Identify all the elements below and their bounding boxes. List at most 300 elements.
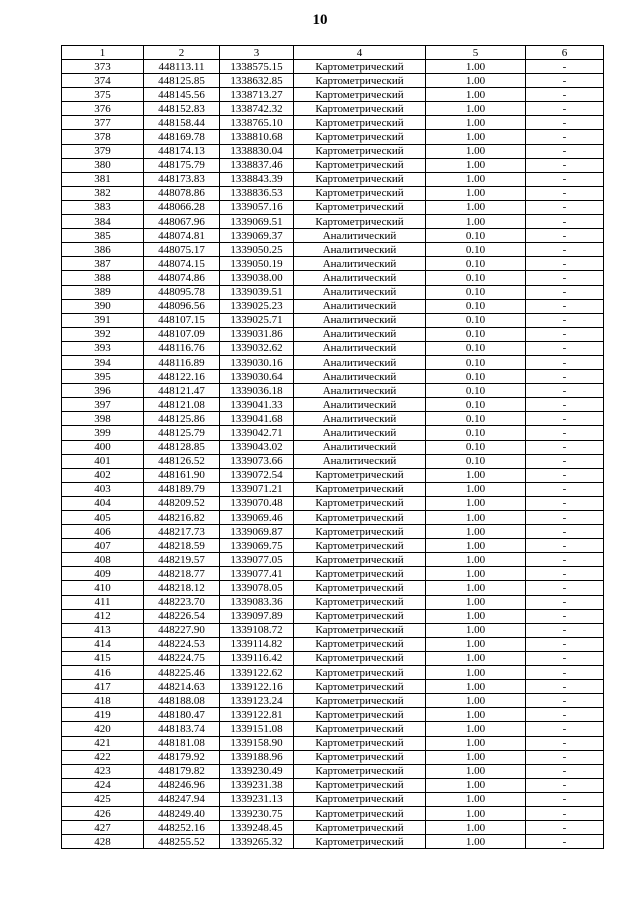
method-cell: Картометрический: [294, 821, 426, 835]
y-coordinate-cell: 1339031.86: [220, 327, 294, 341]
description-cell: -: [526, 384, 604, 398]
y-coordinate-cell: 1339230.49: [220, 764, 294, 778]
accuracy-cell: 1.00: [426, 496, 526, 510]
point-number-cell: 374: [62, 74, 144, 88]
method-cell: Картометрический: [294, 651, 426, 665]
x-coordinate-cell: 448188.08: [144, 694, 220, 708]
x-coordinate-cell: 448161.90: [144, 468, 220, 482]
table-row: [62, 102, 604, 116]
method-cell: Аналитический: [294, 229, 426, 243]
point-number-cell: 422: [62, 750, 144, 764]
accuracy-cell: 0.10: [426, 384, 526, 398]
point-number-cell: 403: [62, 482, 144, 496]
y-coordinate-cell: 1339050.19: [220, 257, 294, 271]
method-cell: Аналитический: [294, 271, 426, 285]
point-number-cell: 400: [62, 440, 144, 454]
description-cell: -: [526, 327, 604, 341]
accuracy-cell: 1.00: [426, 215, 526, 229]
y-coordinate-cell: 1339042.71: [220, 426, 294, 440]
description-cell: -: [526, 454, 604, 468]
description-cell: -: [526, 835, 604, 849]
table-row: [62, 553, 604, 567]
x-coordinate-cell: 448214.63: [144, 680, 220, 694]
y-coordinate-cell: 1339083.36: [220, 595, 294, 609]
table-row: [62, 440, 604, 454]
table-row: [62, 750, 604, 764]
y-coordinate-cell: 1339097.89: [220, 609, 294, 623]
accuracy-cell: 1.00: [426, 680, 526, 694]
accuracy-cell: 1.00: [426, 750, 526, 764]
description-cell: -: [526, 88, 604, 102]
y-coordinate-cell: 1339122.81: [220, 708, 294, 722]
method-cell: Картометрический: [294, 595, 426, 609]
x-coordinate-cell: 448183.74: [144, 722, 220, 736]
table-row: [62, 496, 604, 510]
column-header: 6: [526, 46, 604, 60]
x-coordinate-cell: 448126.52: [144, 454, 220, 468]
table-row: [62, 680, 604, 694]
table-row: [62, 637, 604, 651]
method-cell: Картометрический: [294, 60, 426, 74]
point-number-cell: 379: [62, 144, 144, 158]
method-cell: Картометрический: [294, 581, 426, 595]
accuracy-cell: 1.00: [426, 821, 526, 835]
accuracy-cell: 1.00: [426, 539, 526, 553]
method-cell: Картометрический: [294, 680, 426, 694]
column-header: 3: [220, 46, 294, 60]
accuracy-cell: 1.00: [426, 666, 526, 680]
table-row: [62, 595, 604, 609]
description-cell: -: [526, 172, 604, 186]
y-coordinate-cell: 1339070.48: [220, 496, 294, 510]
description-cell: -: [526, 229, 604, 243]
y-coordinate-cell: 1338632.85: [220, 74, 294, 88]
accuracy-cell: 1.00: [426, 482, 526, 496]
accuracy-cell: 1.00: [426, 511, 526, 525]
y-coordinate-cell: 1338742.32: [220, 102, 294, 116]
x-coordinate-cell: 448247.94: [144, 792, 220, 806]
accuracy-cell: 1.00: [426, 172, 526, 186]
x-coordinate-cell: 448246.96: [144, 778, 220, 792]
description-cell: -: [526, 398, 604, 412]
table-row: [62, 708, 604, 722]
x-coordinate-cell: 448181.08: [144, 736, 220, 750]
point-number-cell: 388: [62, 271, 144, 285]
table-row: [62, 313, 604, 327]
table-row: [62, 271, 604, 285]
method-cell: Аналитический: [294, 285, 426, 299]
method-cell: Картометрический: [294, 553, 426, 567]
description-cell: -: [526, 74, 604, 88]
description-cell: -: [526, 299, 604, 313]
table-row: [62, 426, 604, 440]
y-coordinate-cell: 1339069.87: [220, 525, 294, 539]
description-cell: -: [526, 158, 604, 172]
y-coordinate-cell: 1339188.96: [220, 750, 294, 764]
table-row: [62, 525, 604, 539]
table-row: [62, 144, 604, 158]
y-coordinate-cell: 1339025.71: [220, 313, 294, 327]
table-row: [62, 694, 604, 708]
description-cell: -: [526, 482, 604, 496]
y-coordinate-cell: 1339041.68: [220, 412, 294, 426]
description-cell: -: [526, 539, 604, 553]
point-number-cell: 380: [62, 158, 144, 172]
x-coordinate-cell: 448179.92: [144, 750, 220, 764]
accuracy-cell: 1.00: [426, 694, 526, 708]
point-number-cell: 384: [62, 215, 144, 229]
y-coordinate-cell: 1339069.75: [220, 539, 294, 553]
point-number-cell: 405: [62, 511, 144, 525]
point-number-cell: 376: [62, 102, 144, 116]
table-row: [62, 835, 604, 849]
method-cell: Аналитический: [294, 370, 426, 384]
accuracy-cell: 1.00: [426, 708, 526, 722]
point-number-cell: 382: [62, 186, 144, 200]
y-coordinate-cell: 1339230.75: [220, 806, 294, 820]
point-number-cell: 425: [62, 792, 144, 806]
method-cell: Картометрический: [294, 835, 426, 849]
accuracy-cell: 1.00: [426, 651, 526, 665]
accuracy-cell: 0.10: [426, 229, 526, 243]
description-cell: -: [526, 623, 604, 637]
method-cell: Картометрический: [294, 144, 426, 158]
description-cell: -: [526, 736, 604, 750]
description-cell: -: [526, 412, 604, 426]
description-cell: -: [526, 144, 604, 158]
x-coordinate-cell: 448066.28: [144, 200, 220, 214]
table-row: [62, 792, 604, 806]
point-number-cell: 409: [62, 567, 144, 581]
method-cell: Картометрический: [294, 806, 426, 820]
method-cell: Аналитический: [294, 426, 426, 440]
x-coordinate-cell: 448174.13: [144, 144, 220, 158]
y-coordinate-cell: 1338810.68: [220, 130, 294, 144]
point-number-cell: 398: [62, 412, 144, 426]
description-cell: -: [526, 313, 604, 327]
y-coordinate-cell: 1339072.54: [220, 468, 294, 482]
point-number-cell: 428: [62, 835, 144, 849]
x-coordinate-cell: 448074.86: [144, 271, 220, 285]
x-coordinate-cell: 448218.12: [144, 581, 220, 595]
x-coordinate-cell: 448169.78: [144, 130, 220, 144]
table-row: [62, 257, 604, 271]
table-row: [62, 539, 604, 553]
table-row: [62, 158, 604, 172]
method-cell: Аналитический: [294, 299, 426, 313]
method-cell: Картометрический: [294, 666, 426, 680]
description-cell: -: [526, 426, 604, 440]
y-coordinate-cell: 1338575.15: [220, 60, 294, 74]
y-coordinate-cell: 1339036.18: [220, 384, 294, 398]
table-row: [62, 736, 604, 750]
accuracy-cell: 1.00: [426, 102, 526, 116]
table-row: [62, 215, 604, 229]
description-cell: -: [526, 130, 604, 144]
table-row: [62, 327, 604, 341]
point-number-cell: 427: [62, 821, 144, 835]
y-coordinate-cell: 1339039.51: [220, 285, 294, 299]
x-coordinate-cell: 448128.85: [144, 440, 220, 454]
description-cell: -: [526, 243, 604, 257]
point-number-cell: 410: [62, 581, 144, 595]
accuracy-cell: 1.00: [426, 116, 526, 130]
x-coordinate-cell: 448075.17: [144, 243, 220, 257]
accuracy-cell: 0.10: [426, 285, 526, 299]
x-coordinate-cell: 448175.79: [144, 158, 220, 172]
accuracy-cell: 0.10: [426, 327, 526, 341]
description-cell: -: [526, 694, 604, 708]
table-row: [62, 355, 604, 369]
accuracy-cell: 0.10: [426, 341, 526, 355]
y-coordinate-cell: 1339032.62: [220, 341, 294, 355]
method-cell: Картометрический: [294, 158, 426, 172]
point-number-cell: 412: [62, 609, 144, 623]
y-coordinate-cell: 1339231.38: [220, 778, 294, 792]
table-row: [62, 384, 604, 398]
method-cell: Картометрический: [294, 215, 426, 229]
y-coordinate-cell: 1339038.00: [220, 271, 294, 285]
accuracy-cell: 0.10: [426, 454, 526, 468]
y-coordinate-cell: 1339069.51: [220, 215, 294, 229]
method-cell: Картометрический: [294, 722, 426, 736]
column-header: 1: [62, 46, 144, 60]
method-cell: Аналитический: [294, 398, 426, 412]
y-coordinate-cell: 1339077.41: [220, 567, 294, 581]
point-number-cell: 386: [62, 243, 144, 257]
table-row: [62, 623, 604, 637]
method-cell: Картометрический: [294, 623, 426, 637]
accuracy-cell: 1.00: [426, 722, 526, 736]
table-row: [62, 116, 604, 130]
point-number-cell: 418: [62, 694, 144, 708]
column-header: 2: [144, 46, 220, 60]
point-number-cell: 411: [62, 595, 144, 609]
point-number-cell: 420: [62, 722, 144, 736]
point-number-cell: 389: [62, 285, 144, 299]
x-coordinate-cell: 448217.73: [144, 525, 220, 539]
x-coordinate-cell: 448125.79: [144, 426, 220, 440]
x-coordinate-cell: 448152.83: [144, 102, 220, 116]
x-coordinate-cell: 448223.70: [144, 595, 220, 609]
point-number-cell: 419: [62, 708, 144, 722]
point-number-cell: 406: [62, 525, 144, 539]
table-row: [62, 651, 604, 665]
point-number-cell: 416: [62, 666, 144, 680]
table-row: [62, 764, 604, 778]
point-number-cell: 401: [62, 454, 144, 468]
point-number-cell: 407: [62, 539, 144, 553]
accuracy-cell: 1.00: [426, 88, 526, 102]
description-cell: -: [526, 355, 604, 369]
x-coordinate-cell: 448078.86: [144, 186, 220, 200]
accuracy-cell: 1.00: [426, 525, 526, 539]
method-cell: Картометрический: [294, 172, 426, 186]
page-number: 10: [312, 12, 328, 28]
description-cell: -: [526, 680, 604, 694]
accuracy-cell: 0.10: [426, 243, 526, 257]
point-number-cell: 397: [62, 398, 144, 412]
description-cell: -: [526, 666, 604, 680]
x-coordinate-cell: 448145.56: [144, 88, 220, 102]
accuracy-cell: 1.00: [426, 623, 526, 637]
table-row: [62, 398, 604, 412]
accuracy-cell: 1.00: [426, 835, 526, 849]
table-row: [62, 778, 604, 792]
method-cell: Аналитический: [294, 454, 426, 468]
x-coordinate-cell: 448216.82: [144, 511, 220, 525]
y-coordinate-cell: 1339073.66: [220, 454, 294, 468]
description-cell: -: [526, 468, 604, 482]
description-cell: -: [526, 651, 604, 665]
y-coordinate-cell: 1339108.72: [220, 623, 294, 637]
y-coordinate-cell: 1339122.62: [220, 666, 294, 680]
method-cell: Картометрический: [294, 74, 426, 88]
point-number-cell: 396: [62, 384, 144, 398]
y-coordinate-cell: 1338830.04: [220, 144, 294, 158]
x-coordinate-cell: 448125.86: [144, 412, 220, 426]
point-number-cell: 413: [62, 623, 144, 637]
y-coordinate-cell: 1339116.42: [220, 651, 294, 665]
method-cell: Картометрический: [294, 778, 426, 792]
table-row: [62, 243, 604, 257]
method-cell: Картометрический: [294, 539, 426, 553]
table-row: [62, 130, 604, 144]
table-row: [62, 722, 604, 736]
description-cell: -: [526, 215, 604, 229]
x-coordinate-cell: 448107.15: [144, 313, 220, 327]
description-cell: -: [526, 750, 604, 764]
method-cell: Картометрический: [294, 186, 426, 200]
accuracy-cell: 0.10: [426, 426, 526, 440]
accuracy-cell: 1.00: [426, 581, 526, 595]
x-coordinate-cell: 448189.79: [144, 482, 220, 496]
point-number-cell: 426: [62, 806, 144, 820]
description-cell: -: [526, 440, 604, 454]
x-coordinate-cell: 448173.83: [144, 172, 220, 186]
x-coordinate-cell: 448252.16: [144, 821, 220, 835]
point-number-cell: 375: [62, 88, 144, 102]
method-cell: Аналитический: [294, 341, 426, 355]
table-row: [62, 468, 604, 482]
method-cell: Картометрический: [294, 792, 426, 806]
description-cell: -: [526, 496, 604, 510]
accuracy-cell: 1.00: [426, 74, 526, 88]
column-header: 4: [294, 46, 426, 60]
point-number-cell: 373: [62, 60, 144, 74]
description-cell: -: [526, 553, 604, 567]
description-cell: -: [526, 60, 604, 74]
y-coordinate-cell: 1339069.37: [220, 229, 294, 243]
table-row: [62, 511, 604, 525]
accuracy-cell: 1.00: [426, 806, 526, 820]
description-cell: -: [526, 764, 604, 778]
description-cell: -: [526, 567, 604, 581]
column-header: 5: [426, 46, 526, 60]
x-coordinate-cell: 448224.75: [144, 651, 220, 665]
description-cell: -: [526, 257, 604, 271]
table-row: [62, 285, 604, 299]
accuracy-cell: 0.10: [426, 271, 526, 285]
table-row: [62, 567, 604, 581]
point-number-cell: 392: [62, 327, 144, 341]
x-coordinate-cell: 448249.40: [144, 806, 220, 820]
accuracy-cell: 1.00: [426, 792, 526, 806]
y-coordinate-cell: 1339057.16: [220, 200, 294, 214]
description-cell: -: [526, 370, 604, 384]
point-number-cell: 381: [62, 172, 144, 186]
y-coordinate-cell: 1339123.24: [220, 694, 294, 708]
accuracy-cell: 0.10: [426, 313, 526, 327]
description-cell: -: [526, 116, 604, 130]
y-coordinate-cell: 1339043.02: [220, 440, 294, 454]
x-coordinate-cell: 448125.85: [144, 74, 220, 88]
accuracy-cell: 0.10: [426, 412, 526, 426]
description-cell: -: [526, 271, 604, 285]
description-cell: -: [526, 609, 604, 623]
point-number-cell: 390: [62, 299, 144, 313]
description-cell: -: [526, 792, 604, 806]
method-cell: Картометрический: [294, 511, 426, 525]
point-number-cell: 421: [62, 736, 144, 750]
method-cell: Аналитический: [294, 440, 426, 454]
point-number-cell: 417: [62, 680, 144, 694]
x-coordinate-cell: 448219.57: [144, 553, 220, 567]
point-number-cell: 399: [62, 426, 144, 440]
x-coordinate-cell: 448121.08: [144, 398, 220, 412]
table-row: [62, 172, 604, 186]
point-number-cell: 402: [62, 468, 144, 482]
description-cell: -: [526, 821, 604, 835]
x-coordinate-cell: 448121.47: [144, 384, 220, 398]
point-number-cell: 393: [62, 341, 144, 355]
table-row: [62, 341, 604, 355]
table-row: [62, 74, 604, 88]
method-cell: Картометрический: [294, 116, 426, 130]
accuracy-cell: 0.10: [426, 299, 526, 313]
table-row: [62, 370, 604, 384]
accuracy-cell: 1.00: [426, 637, 526, 651]
y-coordinate-cell: 1338713.27: [220, 88, 294, 102]
method-cell: Аналитический: [294, 384, 426, 398]
method-cell: Картометрический: [294, 525, 426, 539]
table-row: [62, 412, 604, 426]
table-row: [62, 229, 604, 243]
y-coordinate-cell: 1339069.46: [220, 511, 294, 525]
accuracy-cell: 1.00: [426, 158, 526, 172]
x-coordinate-cell: 448074.81: [144, 229, 220, 243]
method-cell: Картометрический: [294, 736, 426, 750]
description-cell: -: [526, 186, 604, 200]
x-coordinate-cell: 448122.16: [144, 370, 220, 384]
table-row: [62, 60, 604, 74]
method-cell: Картометрический: [294, 567, 426, 581]
accuracy-cell: 1.00: [426, 130, 526, 144]
accuracy-cell: 0.10: [426, 355, 526, 369]
table-body: [62, 46, 604, 849]
table-row: [62, 454, 604, 468]
point-number-cell: 423: [62, 764, 144, 778]
table-row: [62, 666, 604, 680]
y-coordinate-cell: 1339077.05: [220, 553, 294, 567]
point-number-cell: 404: [62, 496, 144, 510]
point-number-cell: 415: [62, 651, 144, 665]
y-coordinate-cell: 1338836.53: [220, 186, 294, 200]
x-coordinate-cell: 448227.90: [144, 623, 220, 637]
accuracy-cell: 1.00: [426, 200, 526, 214]
method-cell: Аналитический: [294, 355, 426, 369]
description-cell: -: [526, 806, 604, 820]
